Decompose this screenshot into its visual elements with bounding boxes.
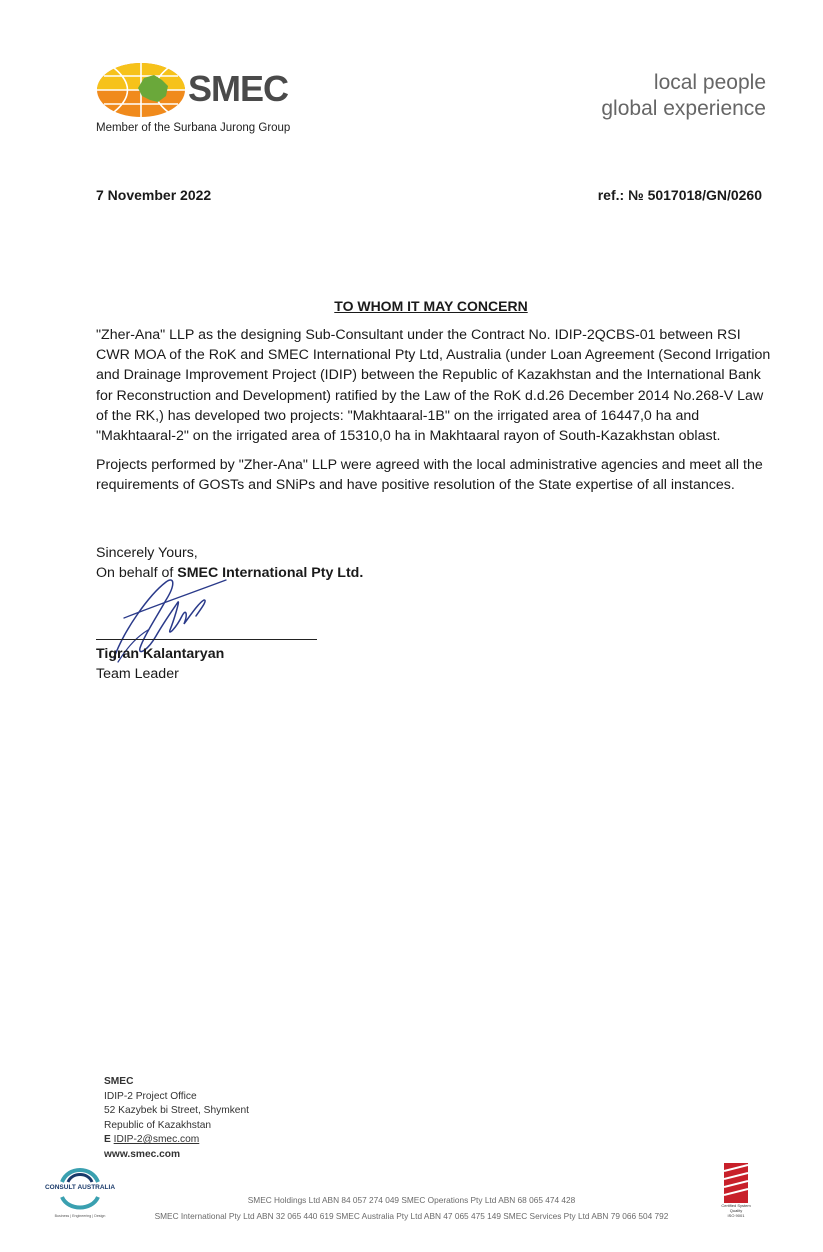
cert-line-1: Certified System [721, 1203, 751, 1208]
logo-wordmark: SMEC [188, 68, 289, 109]
member-of-group-text: Member of the Surbana Jurong Group [96, 122, 291, 134]
company-name: SMEC International Pty Ltd. [177, 565, 364, 581]
letter-heading: TO WHOM IT MAY CONCERN [334, 298, 528, 314]
closing-salutation: Sincerely Yours, [96, 545, 198, 561]
certification-mark [720, 1163, 752, 1218]
tagline-line-1: local people [653, 71, 766, 94]
legal-abn-lines [0, 1192, 823, 1224]
certification-text [720, 1203, 752, 1218]
wave-icon [60, 1162, 100, 1184]
signer-name: Tigran Kalantaryan [96, 646, 225, 662]
body-paragraph-2: Projects performed by "Zher-Ana" LLP were agreed with the local administrative agencies and meet all the requirements of GOSTs and SNiPs and have positive resolution of the State expertise of all instances. [96, 457, 763, 494]
consult-australia-text: CONSULT AUSTRALIA [44, 1184, 116, 1191]
on-behalf-prefix: On behalf of [96, 565, 178, 581]
body-paragraph-1: "Zher-Ana" LLP as the designing Sub-Consultant under the Contract No. IDIP-2QCBS-01 between RSI CWR MOA of the RoK and SMEC International Pty Ltd, Australia (under Loan Agreement (Second Irrigation and Drainage Improvement Project (IDIP) between the Republic of Kazakhstan and the International Bank for Reconstruction and Development) ratified by the Law of the RoK d.d.26 December 2014 No.268-V Law of the RK,) has developed two projects: "Makhtaaral-1B" on the irrigated area of 16447,0 ha and "Makhtaaral-2" on the irrigated area of 15310,0 ha in Makhtaaral rayon of South-Kazakhstan oblast. [96, 327, 771, 445]
letter-reference: ref.: № 5017018/GN/0260 [597, 187, 762, 203]
globe-logo-icon [96, 62, 186, 118]
footer-country: Republic of Kazakhstan [104, 1119, 212, 1131]
footer-address [104, 1075, 249, 1163]
cert-line-3: ISO 9001 [727, 1213, 745, 1218]
footer-street: 52 Kazybek bi Street, Shymkent [104, 1105, 249, 1117]
tagline [601, 70, 766, 122]
email-link[interactable]: IDIP-2@smec.com [113, 1134, 200, 1146]
letter-date: 7 November 2022 [96, 187, 212, 203]
smec-logo [96, 60, 296, 140]
cert-line-2: Quality [729, 1208, 743, 1213]
legal-line-1: SMEC Holdings Ltd ABN 84 057 274 049 SMEC Operations Pty Ltd ABN 68 065 474 428 [247, 1195, 576, 1205]
consult-australia-subtext: Business | Engineering | Design [54, 1214, 106, 1218]
footer-website[interactable]: www.smec.com [104, 1148, 181, 1160]
signer-block [96, 644, 224, 684]
footer-company: SMEC [104, 1076, 134, 1087]
signer-title: Team Leader [96, 666, 179, 682]
footer-email-line [104, 1133, 249, 1148]
tagline-line-2: global experience [601, 97, 766, 120]
certified-system-icon [724, 1163, 748, 1203]
footer-office: IDIP-2 Project Office [104, 1090, 197, 1102]
email-label: E [104, 1134, 111, 1146]
signature-line [96, 639, 317, 640]
legal-line-2: SMEC International Pty Ltd ABN 32 065 440 619 SMEC Australia Pty Ltd ABN 47 065 475 149 SMEC Services Pty Ltd ABN 79 066 504 792 [154, 1211, 669, 1221]
